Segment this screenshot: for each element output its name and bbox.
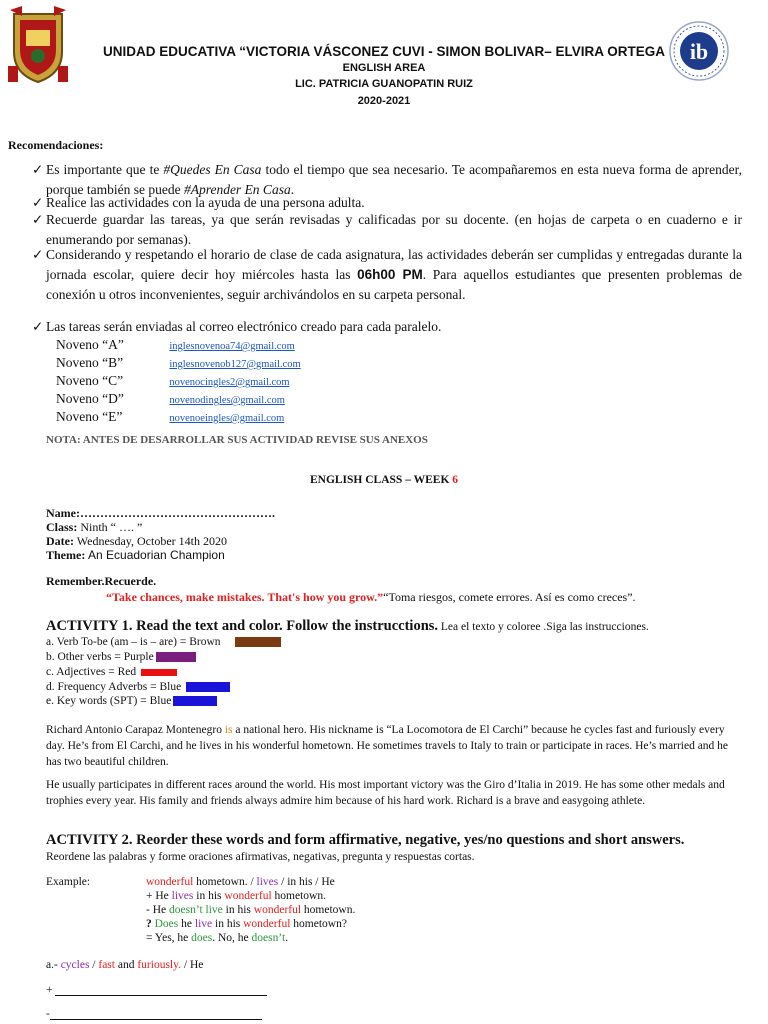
color-swatch: [173, 696, 217, 706]
example-question: ? Does he live in his wonderful hometown?: [146, 918, 347, 930]
remember-label: Remember.Recuerde.: [46, 574, 157, 588]
school-year: 2020-2021: [357, 95, 411, 107]
parallel-row: Noveno “C” novenocingles2@gmail.com: [56, 373, 290, 388]
email-link[interactable]: inglesnovenoa74@gmail.com: [169, 341, 295, 352]
checkmark-icon: ✓: [32, 212, 44, 227]
recommendation-item: ✓ Es importante que te #Quedes En Casa todo el tiempo que sea necesario. Te acompañaremos en esta nueva forma de aprender, porque también se puede #Aprender En Casa.: [32, 162, 742, 197]
answer-blank[interactable]: [50, 1009, 262, 1020]
answer-blank[interactable]: [55, 985, 267, 996]
exercise-a: a.- cycles / fast and furiously. / He: [46, 959, 204, 971]
parallel-row: Noveno “E” novenoeingles@gmail.com: [56, 409, 285, 424]
name-line: Name:………………………………………….: [46, 506, 275, 520]
recommendation-item: ✓ Las tareas serán enviadas al correo electrónico creado para cada paralelo.: [32, 317, 742, 337]
legend-item-red: c. Adjectives = Red: [46, 666, 177, 680]
motivational-quote: “Take chances, make mistakes. That's how you grow.”“Toma riesgos, comete errores. Así es como creces”.: [106, 590, 636, 604]
checkmark-icon: ✓: [32, 319, 44, 334]
ib-world-school-logo: [668, 20, 730, 82]
activity2-title: ACTIVITY 2. Reorder these words and form affirmative, negative, yes/no questions and short answers.: [46, 832, 685, 848]
example-affirmative: + He lives in his wonderful hometown.: [146, 890, 326, 902]
answer-affirmative-line: +: [46, 984, 267, 996]
class-title: ENGLISH CLASS – WEEK 6: [309, 474, 459, 486]
example-negative: - He doesn’t live in his wonderful hometown.: [146, 904, 356, 916]
email-link[interactable]: inglesnovenob127@gmail.com: [169, 359, 301, 370]
checkmark-icon: ✓: [32, 162, 44, 177]
activity2-subtitle: Reordene las palabras y forme oraciones afirmativas, negativas, pregunta y respuestas cortas.: [46, 851, 475, 863]
color-swatch: [156, 652, 196, 662]
area-name: ENGLISH AREA: [342, 62, 426, 74]
color-swatch: [235, 637, 281, 647]
recommendations-title: Recomendaciones:: [8, 138, 104, 152]
color-swatch: [141, 669, 177, 676]
email-link[interactable]: novenodingles@gmail.com: [169, 395, 285, 406]
legend-item-brown: a. Verb To-be (am – is – are) = Brown: [46, 636, 281, 650]
parallel-row: Noveno “D” novenodingles@gmail.com: [56, 391, 285, 406]
answer-negative-line: -: [46, 1008, 262, 1020]
checkmark-icon: ✓: [32, 247, 44, 262]
class-line: Class: Ninth “ …. ”: [46, 520, 143, 534]
reading-paragraph-2: He usually participates in different races around the world. His most important victory was the Giro d’Italia in 2019. He has some other medals and trophies every year. His family and friends always admire him because of his hard work. Richard is a brave and easygoing athlete.: [46, 779, 725, 807]
activity1-title: ACTIVITY 1. Read the text and color. Follow the instrucctions. Lea el texto y coloree .Siga las instrucciones.: [46, 618, 649, 634]
recommendation-item: ✓ Considerando y respetando el horario de clase de cada asignatura, las actividades deberán ser cumplidas y entregadas durante la jornada escolar, quiere decir hoy miércoles hasta las 06h00 PM. Para aquellos estudiantes que presenten problemas de conexión u otros inconvenientes, seguir archivándolos en su carpeta personal.: [32, 247, 743, 302]
legend-item-blue-adverbs: d. Frequency Adverbs = Blue: [46, 681, 230, 695]
reading-paragraph-1: Richard Antonio Carapaz Montenegro is a national hero. His nickname is “La Locomotora de El Carchi” because he cycles fast and furiously every day. He’s from El Carchi, and he lives in his wonderful hometown. He sometimes travels to Italy to train or participate in races. He’s married and he has two beautiful children.: [46, 724, 729, 768]
checkmark-icon: ✓: [32, 195, 44, 210]
example-short-answers: = Yes, he does. No, he doesn’t.: [146, 932, 289, 944]
legend-item-purple: b. Other verbs = Purple: [46, 651, 196, 665]
week-number: 6: [452, 474, 459, 486]
color-swatch: [186, 682, 230, 692]
email-link[interactable]: novenocingles2@gmail.com: [169, 377, 290, 388]
school-name: UNIDAD EDUCATIVA “VICTORIA VÁSCONEZ CUVI - SIMON BOLIVAR– ELVIRA ORTEGA: [102, 44, 666, 59]
parallel-row: Noveno “A” inglesnovenoa74@gmail.com: [56, 337, 295, 352]
svg-text:ib: ib: [689, 39, 709, 64]
date-line: Date: Wednesday, October 14th 2020: [46, 534, 227, 548]
theme-line: Theme: An Ecuadorian Champion: [46, 548, 225, 562]
example-label: Example:: [46, 876, 91, 888]
parallel-row: Noveno “B” inglesnovenob127@gmail.com: [56, 355, 301, 370]
email-link[interactable]: novenoeingles@gmail.com: [169, 413, 285, 424]
nota-annex: NOTA: ANTES DE DESARROLLAR SUS ACTIVIDAD REVISE SUS ANEXOS: [46, 434, 428, 446]
recommendation-item: ✓ Recuerde guardar las tareas, ya que serán revisadas y calificadas por su docente. (en hojas de carpeta o en cuaderno e ir enumerando por semanas).: [32, 212, 742, 247]
example-scrambled: wonderful hometown. / lives / in his / He: [146, 876, 335, 888]
recommendation-item: ✓ Realice las actividades con la ayuda de una persona adulta.: [32, 193, 742, 213]
legend-item-blue-keywords: e. Key words (SPT) = Blue: [46, 695, 217, 709]
teacher-name: LIC. PATRICIA GUANOPATIN RUIZ: [295, 78, 473, 90]
